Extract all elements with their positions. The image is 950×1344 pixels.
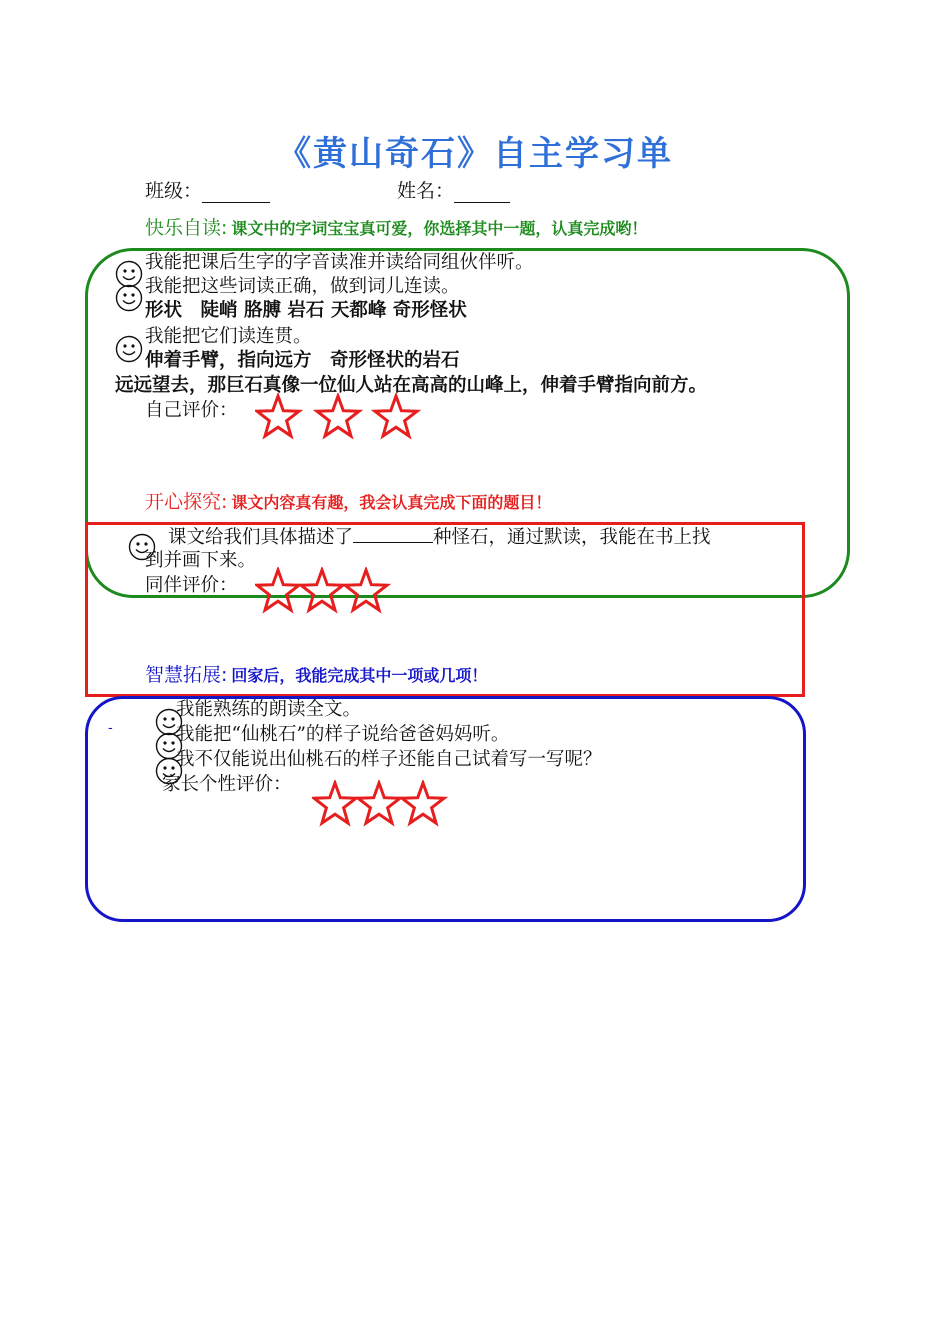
class-label: 班级： <box>145 180 203 202</box>
section2-eval-label: 同伴评价： <box>145 575 238 596</box>
section2-title: 开心探究: <box>145 491 228 513</box>
star-icon <box>402 783 444 823</box>
section1-words: 形状 陡峭 胳膊 岩石 天都峰 奇形怪状 <box>145 300 467 321</box>
section1-sentence: 远远望去，那巨石真像一位仙人站在高高的山峰上，伸着手臂指向前方。 <box>115 375 708 396</box>
section3-item1: 我能熟练的朗读全文。 <box>176 699 362 720</box>
smiley-icon <box>115 335 143 363</box>
name-blank[interactable] <box>454 182 510 203</box>
star-icon <box>345 570 387 610</box>
name-label: 姓名： <box>397 180 455 202</box>
section1-item2: 我能把这些词读正确，做到词儿连读。 <box>145 276 460 297</box>
section2-hint: 课文内容真有趣，我会认真完成下面的题目！ <box>231 493 552 512</box>
section3-eval-label: 家长个性评价： <box>162 774 292 795</box>
section3-item3: 我不仅能说出仙桃石的样子还能自己试着写一写呢？ <box>176 749 602 770</box>
section1-hint: 课文中的字词宝宝真可爱，你选择其中一题，认真完成哟！ <box>231 219 648 238</box>
stone-count-blank[interactable] <box>353 524 433 543</box>
section3-item2: 我能把“仙桃石”的样子说给爸爸妈妈听。 <box>176 724 510 745</box>
section3-hint: 回家后，我能完成其中一项或几项！ <box>231 666 488 685</box>
page-title: 《黄山奇石》自主学习单 <box>277 134 673 174</box>
peer-rating-stars[interactable] <box>255 567 395 615</box>
section1-heading <box>145 213 647 240</box>
section1-item3: 我能把它们读连贯。 <box>145 326 312 347</box>
parent-rating-stars[interactable] <box>312 780 452 828</box>
smiley-icon <box>115 284 143 312</box>
class-field <box>145 176 270 203</box>
star-icon <box>257 570 299 610</box>
star-icon <box>314 783 356 823</box>
section2-question <box>168 524 711 550</box>
smiley-icon <box>128 533 156 561</box>
star-icon <box>317 396 359 436</box>
section3-heading <box>145 660 487 687</box>
section2-text-b: 种怪石，通过默读，我能在书上找 <box>433 527 711 548</box>
name-field <box>397 176 510 203</box>
smiley-icon <box>155 757 183 785</box>
star-icon <box>358 783 400 823</box>
section2-heading <box>145 487 551 514</box>
smiley-icon <box>155 732 183 760</box>
self-rating-stars[interactable] <box>255 393 425 441</box>
section2-text-c: 到并画下来。 <box>145 550 257 571</box>
section1-item1: 我能把课后生字的字音读准并读给同组伙伴听。 <box>145 252 534 273</box>
section3-title: 智慧拓展: <box>145 664 228 686</box>
section2-text-a: 课文给我们具体描述了 <box>168 527 354 548</box>
class-blank[interactable] <box>202 182 270 203</box>
section1-phrase: 伸着手臂，指向远方 奇形怪状的岩石 <box>145 350 460 371</box>
star-icon <box>375 396 417 436</box>
star-icon <box>257 396 299 436</box>
section1-title: 快乐自读: <box>145 217 228 239</box>
star-icon <box>301 570 343 610</box>
section1-eval-label: 自己评价： <box>145 400 238 421</box>
stray-mark: - <box>108 720 113 736</box>
